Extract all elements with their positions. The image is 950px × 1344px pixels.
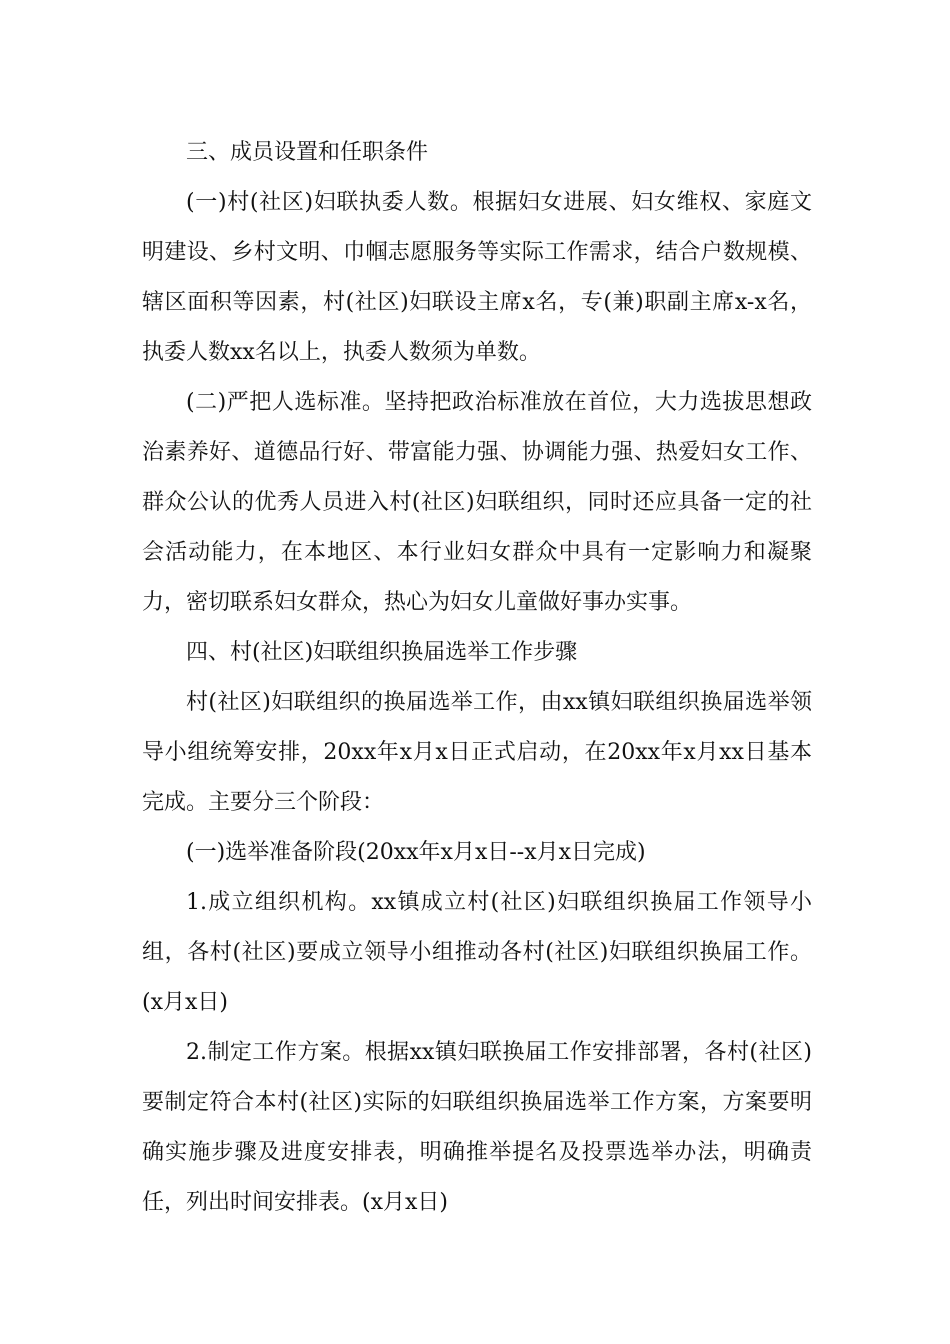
- section-heading-three: 三、成员设置和任职条件: [186, 140, 429, 165]
- paragraph-election-overview: 村(社区)妇联组织的换届选举工作，由xx镇妇联组织换届选举领导小组统筹安排，20xx年x月x日正式启动，在20xx年x月xx日基本完成。主要分三个阶段：: [142, 690, 812, 815]
- paragraph-selection-standard: (二)严把人选标准。坚持把政治标准放在首位，大力选拔思想政治素养好、道德品行好、带富能力强、协调能力强、热爱妇女工作、群众公认的优秀人员进入村(社区)妇联组织，同时还应具备一定的社会活动能力，在本地区、本行业妇女群众中具有一定影响力和凝聚力，密切联系妇女群众，热心为妇女儿童做好事办实事。: [142, 390, 812, 615]
- paragraph-step-one: 1.成立组织机构。xx镇成立村(社区)妇联组织换届工作领导小组，各村(社区)要成立领导小组推动各村(社区)妇联组织换届工作。(x月x日): [142, 890, 812, 1015]
- paragraph-step-two: 2.制定工作方案。根据xx镇妇联换届工作安排部署，各村(社区)要制定符合本村(社区)实际的妇联组织换届选举工作方案，方案要明确实施步骤及进度安排表，明确推举提名及投票选举办法，明确责任，列出时间安排表。(x月x日): [142, 1040, 812, 1215]
- paragraph-committee-size: (一)村(社区)妇联执委人数。根据妇女进展、妇女维权、家庭文明建设、乡村文明、巾帼志愿服务等实际工作需求，结合户数规模、辖区面积等因素，村(社区)妇联设主席x名，专(兼)职副主席x-x名，执委人数xx名以上，执委人数须为单数。: [142, 190, 812, 365]
- document-body: [142, 128, 812, 1228]
- section-heading-four: 四、村(社区)妇联组织换届选举工作步骤: [186, 640, 578, 665]
- paragraph-preparation-stage: (一)选举准备阶段(20xx年x月x日--x月x日完成): [186, 840, 646, 865]
